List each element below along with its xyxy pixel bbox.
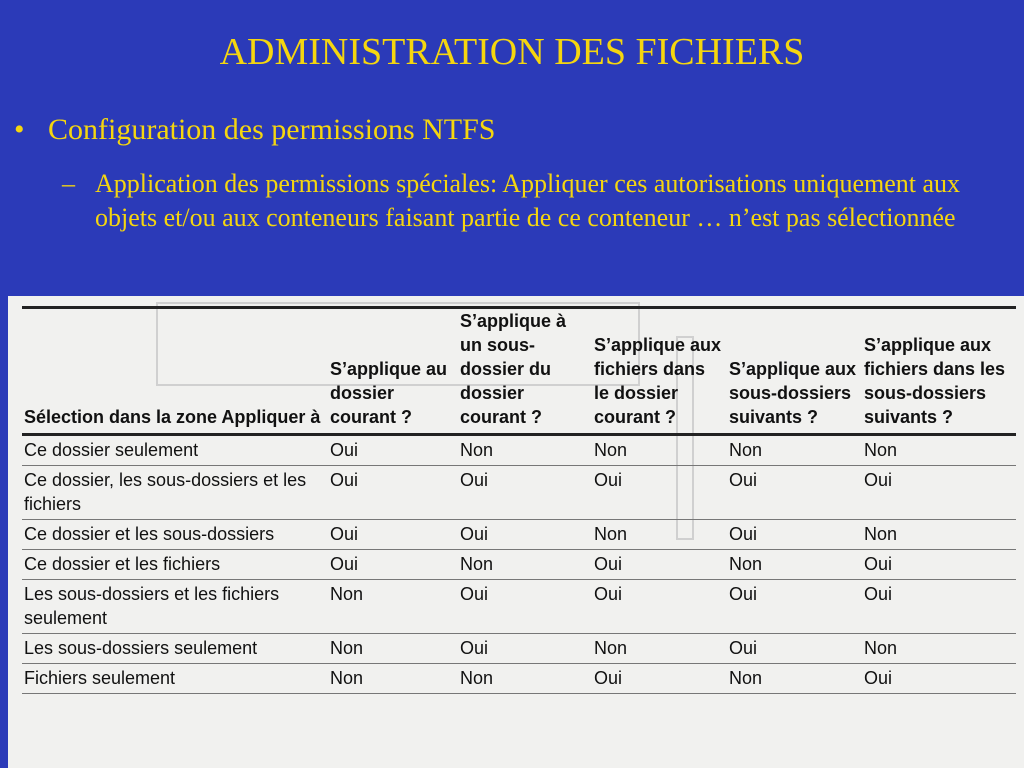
table-cell: Oui [458, 634, 592, 664]
table-row [22, 520, 1016, 550]
scanned-table-image [8, 296, 1024, 768]
table-cell: Ce dossier et les fichiers [22, 550, 328, 580]
table-cell: Oui [727, 466, 862, 520]
slide-title: ADMINISTRATION DES FICHIERS [219, 31, 805, 73]
table-cell: Oui [862, 466, 1016, 520]
table-row [22, 550, 1016, 580]
sub-bullet-text: Application des permissions spéciales: Appliquer ces autorisations uniquement aux objets et/ou aux conteneurs faisant partie de ce conteneur … n’est pas sélectionnée [95, 169, 961, 232]
bullet-dot-icon: • [14, 113, 25, 146]
table-header-row [22, 308, 1016, 435]
table-cell: Non [458, 435, 592, 466]
table-cell: Oui [328, 550, 458, 580]
column-header: S’applique aux sous-dossiers suivants ? [727, 308, 862, 435]
table-cell: Fichiers seulement [22, 664, 328, 694]
sub-bullet-item [62, 167, 1012, 235]
column-header: S’applique aux fichiers dans le dossier courant ? [592, 308, 727, 435]
table-cell: Oui [727, 634, 862, 664]
table-cell: Oui [592, 664, 727, 694]
column-header: S’applique à un sous-dossier du dossier courant ? [458, 308, 592, 435]
table-cell: Non [862, 520, 1016, 550]
table-cell: Oui [862, 550, 1016, 580]
table-cell: Oui [328, 466, 458, 520]
table-cell: Non [592, 435, 727, 466]
table-cell: Les sous-dossiers seulement [22, 634, 328, 664]
table-cell: Oui [592, 466, 727, 520]
column-header: Sélection dans la zone Appliquer à [22, 308, 328, 435]
table-cell: Oui [328, 435, 458, 466]
table-cell: Oui [727, 520, 862, 550]
table-cell: Oui [458, 466, 592, 520]
table-cell: Non [458, 664, 592, 694]
table-cell: Non [862, 634, 1016, 664]
table-cell: Oui [592, 580, 727, 634]
table-cell: Oui [862, 580, 1016, 634]
table-row [22, 664, 1016, 694]
table-cell: Non [727, 550, 862, 580]
table-row [22, 580, 1016, 634]
bullet-item [14, 110, 1004, 150]
table-row [22, 634, 1016, 664]
permissions-table [22, 306, 1016, 694]
table-cell: Oui [458, 580, 592, 634]
table-cell: Ce dossier et les sous-dossiers [22, 520, 328, 550]
table-cell: Non [727, 435, 862, 466]
table-row [22, 435, 1016, 466]
table-cell: Les sous-dossiers et les fichiers seulement [22, 580, 328, 634]
table-cell: Non [328, 634, 458, 664]
column-header: S’applique aux fichiers dans les sous-dossiers suivants ? [862, 308, 1016, 435]
bullet-text: Configuration des permissions NTFS [48, 113, 496, 146]
table-cell: Non [328, 580, 458, 634]
table-cell: Oui [592, 550, 727, 580]
table-row [22, 466, 1016, 520]
table-cell: Non [458, 550, 592, 580]
table-cell: Non [328, 664, 458, 694]
column-header: S’applique au dossier courant ? [328, 308, 458, 435]
table-cell: Oui [862, 664, 1016, 694]
dash-icon: – [62, 169, 75, 198]
table-cell: Oui [458, 520, 592, 550]
table-cell: Oui [328, 520, 458, 550]
table-cell: Oui [727, 580, 862, 634]
table-cell: Non [727, 664, 862, 694]
table-cell: Non [592, 634, 727, 664]
table-cell: Ce dossier seulement [22, 435, 328, 466]
table-cell: Ce dossier, les sous-dossiers et les fichiers [22, 466, 328, 520]
table-cell: Non [862, 435, 1016, 466]
table-cell: Non [592, 520, 727, 550]
